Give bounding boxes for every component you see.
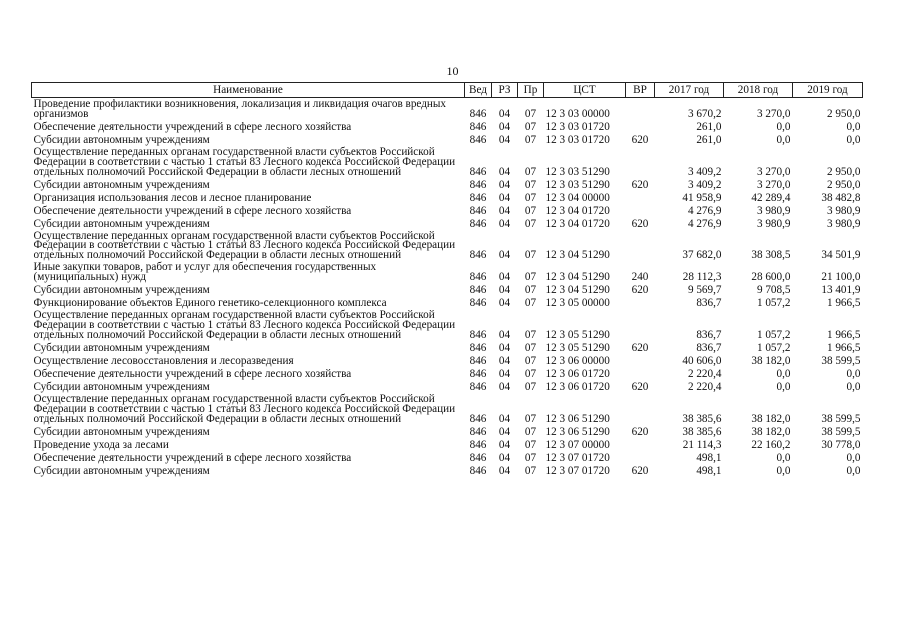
row-name: Субсидии автономным учреждениям: [33, 217, 210, 230]
row-cst: 12 3 05 51290: [545, 341, 610, 354]
row-rz: 04: [498, 249, 511, 262]
row-rz: 04: [498, 107, 511, 120]
table-row: [32, 146, 863, 178]
row-2017: 21 114,3: [682, 438, 722, 451]
row-ved: 846: [469, 367, 487, 380]
row-name: Осуществление переданных органам государственной власти субъектов Российской Федерации в соответствии с частью 1 статьи 83 Лесного кодекса Российской Федерации отдельных полномочий Российской Федерации в области лесных отношений: [33, 309, 456, 341]
row-rz: 04: [498, 464, 511, 477]
table-header: [32, 83, 863, 98]
row-name: Субсидии автономным учреждениям: [33, 425, 210, 438]
row-rz: 04: [498, 367, 511, 380]
row-pr: 07: [524, 367, 537, 380]
row-rz: 04: [498, 191, 511, 204]
row-2018: 22 160,2: [751, 438, 791, 451]
header-2018: 2018 год: [724, 83, 793, 98]
row-name: Осуществление лесовосстановления и лесоразведения: [33, 354, 294, 367]
row-2017: 2 220,4: [687, 380, 722, 393]
row-2019: 21 100,0: [821, 271, 861, 284]
row-ved: 846: [469, 204, 487, 217]
row-ved: 846: [469, 178, 487, 191]
row-2019: 1 966,5: [826, 297, 861, 310]
row-cst: 12 3 07 01720: [545, 464, 610, 477]
row-rz: 04: [498, 271, 511, 284]
row-name: Проведение профилактики возникновения, локализация и ликвидация очагов вредных организмов: [33, 98, 447, 120]
row-pr: 07: [524, 204, 537, 217]
row-2019: 2 950,0: [826, 178, 861, 191]
row-cst: 12 3 07 01720: [545, 451, 610, 464]
table-body: [32, 98, 863, 477]
header-pr: Пр: [518, 83, 544, 98]
row-2019: 0,0: [846, 451, 861, 464]
row-name: Субсидии автономным учреждениям: [33, 341, 210, 354]
row-cst: 12 3 04 51290: [545, 271, 610, 284]
row-2017: 4 276,9: [687, 217, 722, 230]
row-name: Обеспечение деятельности учреждений в сфере лесного хозяйства: [33, 451, 352, 464]
row-2019: 38 599,5: [821, 425, 861, 438]
row-ved: 846: [469, 191, 487, 204]
row-vr: [626, 98, 655, 120]
row-vr: [626, 354, 655, 367]
row-2019: 2 950,0: [826, 165, 861, 178]
row-pr: 07: [524, 380, 537, 393]
row-ved: 846: [469, 284, 487, 297]
row-2017: 9 569,7: [687, 284, 722, 297]
row-vr: [626, 309, 655, 341]
row-2018: 1 057,2: [756, 341, 791, 354]
row-vr: 620: [631, 380, 649, 393]
table-row: [32, 341, 863, 354]
row-2017: 40 606,0: [682, 354, 722, 367]
row-rz: 04: [498, 380, 511, 393]
row-vr: [626, 367, 655, 380]
row-name: Обеспечение деятельности учреждений в сфере лесного хозяйства: [33, 367, 352, 380]
row-ved: 846: [469, 249, 487, 262]
row-vr: 620: [631, 464, 649, 477]
table-row: [32, 98, 863, 120]
page-number: 10: [446, 64, 459, 78]
row-pr: 07: [524, 191, 537, 204]
row-2018: 38 308,5: [751, 249, 791, 262]
row-2017: 498,1: [696, 451, 722, 464]
row-rz: 04: [498, 438, 511, 451]
row-cst: 12 3 03 51290: [545, 178, 610, 191]
row-pr: 07: [524, 107, 537, 120]
row-pr: 07: [524, 271, 537, 284]
table-row: [32, 230, 863, 262]
row-2018: 3 270,0: [756, 178, 791, 191]
row-2019: 34 501,9: [821, 249, 861, 262]
row-pr: 07: [524, 451, 537, 464]
row-ved: 846: [469, 271, 487, 284]
row-cst: 12 3 03 01720: [545, 120, 610, 133]
table-row: [32, 464, 863, 477]
row-2017: 836,7: [696, 328, 722, 341]
row-rz: 04: [498, 451, 511, 464]
table-row: [32, 120, 863, 133]
row-2017: 3 409,2: [687, 165, 722, 178]
row-rz: 04: [498, 178, 511, 191]
row-2017: 3 670,2: [687, 107, 722, 120]
row-2019: 3 980,9: [826, 204, 861, 217]
row-2017: 38 385,6: [682, 425, 722, 438]
row-vr: 620: [631, 284, 649, 297]
row-2018: 3 980,9: [756, 204, 791, 217]
row-2019: 0,0: [846, 464, 861, 477]
row-2018: 1 057,2: [756, 328, 791, 341]
row-ved: 846: [469, 217, 487, 230]
row-name: Осуществление переданных органам государственной власти субъектов Российской Федерации в соответствии с частью 1 статьи 83 Лесного кодекса Российской Федерации отдельных полномочий Российской Федерации в области лесных отношений: [33, 145, 456, 178]
row-name: Осуществление переданных органам государственной власти субъектов Российской Федерации в соответствии с частью 1 статьи 83 Лесного кодекса Российской Федерации отдельных полномочий Российской Федерации в области лесных отношений: [33, 229, 456, 262]
row-2018: 0,0: [776, 451, 791, 464]
row-2019: 0,0: [846, 120, 861, 133]
header-cst: ЦСТ: [544, 83, 626, 98]
row-vr: [626, 120, 655, 133]
row-2017: 4 276,9: [687, 204, 722, 217]
header-name: Наименование: [32, 83, 465, 98]
row-2018: 28 600,0: [751, 271, 791, 284]
row-vr: [626, 296, 655, 309]
row-cst: 12 3 06 51290: [545, 425, 610, 438]
row-2019: 13 401,9: [821, 284, 861, 297]
row-ved: 846: [469, 341, 487, 354]
row-name: Субсидии автономным учреждениям: [33, 133, 210, 146]
budget-table: [31, 82, 863, 477]
row-ved: 846: [469, 354, 487, 367]
table-row: [32, 204, 863, 217]
row-vr: 620: [631, 133, 649, 146]
table-row: [32, 191, 863, 204]
row-2019: 38 599,5: [821, 354, 861, 367]
row-rz: 04: [498, 354, 511, 367]
row-2019: 0,0: [846, 133, 861, 146]
row-vr: [626, 451, 655, 464]
row-rz: 04: [498, 341, 511, 354]
row-2017: 37 682,0: [682, 249, 722, 262]
row-2018: 42 289,4: [751, 191, 791, 204]
row-2018: 1 057,2: [756, 297, 791, 310]
table-row: [32, 133, 863, 146]
row-rz: 04: [498, 133, 511, 146]
table-row: [32, 296, 863, 309]
row-vr: [626, 438, 655, 451]
row-cst: 12 3 06 01720: [545, 367, 610, 380]
row-2019: 1 966,5: [826, 341, 861, 354]
row-name: Обеспечение деятельности учреждений в сфере лесного хозяйства: [33, 204, 352, 217]
row-ved: 846: [469, 107, 487, 120]
row-pr: 07: [524, 178, 537, 191]
row-vr: [626, 393, 655, 425]
row-ved: 846: [469, 133, 487, 146]
row-name: Функционирование объектов Единого генетико-селекционного комплекса: [33, 297, 387, 310]
row-cst: 12 3 06 00000: [545, 354, 610, 367]
row-2018: 0,0: [776, 367, 791, 380]
row-name: Субсидии автономным учреждениям: [33, 284, 210, 297]
row-vr: 620: [631, 217, 649, 230]
row-2019: 1 966,5: [826, 328, 861, 341]
row-ved: 846: [469, 438, 487, 451]
table-row: [32, 283, 863, 296]
table-row: [32, 217, 863, 230]
row-2019: 0,0: [846, 367, 861, 380]
row-2019: 30 778,0: [821, 438, 861, 451]
row-vr: 240: [631, 271, 649, 284]
row-2017: 41 958,9: [682, 191, 722, 204]
row-cst: 12 3 04 01720: [545, 204, 610, 217]
row-cst: 12 3 05 00000: [545, 297, 610, 310]
row-name: Субсидии автономным учреждениям: [33, 178, 210, 191]
row-2017: 261,0: [696, 120, 722, 133]
row-pr: 07: [524, 297, 537, 310]
table-row: [32, 393, 863, 425]
header-vr: ВР: [626, 83, 655, 98]
header-2017: 2017 год: [655, 83, 724, 98]
row-rz: 04: [498, 328, 511, 341]
row-vr: [626, 204, 655, 217]
row-ved: 846: [469, 297, 487, 310]
row-2018: 38 182,0: [751, 412, 791, 425]
row-ved: 846: [469, 328, 487, 341]
row-pr: 07: [524, 217, 537, 230]
row-2019: 38 599,5: [821, 412, 861, 425]
row-ved: 846: [469, 412, 487, 425]
row-vr: 620: [631, 425, 649, 438]
row-cst: 12 3 03 51290: [545, 165, 610, 178]
row-pr: 07: [524, 328, 537, 341]
row-2018: 0,0: [776, 133, 791, 146]
row-2019: 38 482,8: [821, 191, 861, 204]
row-ved: 846: [469, 425, 487, 438]
row-pr: 07: [524, 438, 537, 451]
row-cst: 12 3 06 01720: [545, 380, 610, 393]
row-2017: 28 112,3: [682, 271, 722, 284]
row-ved: 846: [469, 380, 487, 393]
row-2019: 0,0: [846, 380, 861, 393]
row-rz: 04: [498, 120, 511, 133]
table-row: [32, 451, 863, 464]
header-2019: 2019 год: [793, 83, 863, 98]
row-pr: 07: [524, 284, 537, 297]
row-pr: 07: [524, 120, 537, 133]
table-row: [32, 261, 863, 283]
row-2017: 836,7: [696, 341, 722, 354]
header-rz: РЗ: [492, 83, 518, 98]
row-vr: [626, 191, 655, 204]
row-cst: 12 3 04 51290: [545, 249, 610, 262]
row-2018: 0,0: [776, 380, 791, 393]
row-cst: 12 3 07 00000: [545, 438, 610, 451]
row-cst: 12 3 03 01720: [545, 133, 610, 146]
row-pr: 07: [524, 354, 537, 367]
table-row: [32, 309, 863, 341]
row-rz: 04: [498, 284, 511, 297]
row-name: Проведение ухода за лесами: [33, 438, 169, 451]
row-cst: 12 3 06 51290: [545, 412, 610, 425]
row-2017: 2 220,4: [687, 367, 722, 380]
row-rz: 04: [498, 217, 511, 230]
row-rz: 04: [498, 412, 511, 425]
row-name: Субсидии автономным учреждениям: [33, 380, 210, 393]
row-2018: 0,0: [776, 120, 791, 133]
table-row: [32, 367, 863, 380]
row-vr: [626, 146, 655, 178]
row-pr: 07: [524, 249, 537, 262]
row-2018: 0,0: [776, 464, 791, 477]
row-pr: 07: [524, 464, 537, 477]
row-pr: 07: [524, 412, 537, 425]
row-2017: 38 385,6: [682, 412, 722, 425]
row-name: Обеспечение деятельности учреждений в сфере лесного хозяйства: [33, 120, 352, 133]
row-ved: 846: [469, 120, 487, 133]
row-2018: 38 182,0: [751, 425, 791, 438]
row-cst: 12 3 04 51290: [545, 284, 610, 297]
row-pr: 07: [524, 165, 537, 178]
row-2017: 261,0: [696, 133, 722, 146]
row-2017: 498,1: [696, 464, 722, 477]
row-name: Организация использования лесов и лесное планирование: [33, 191, 312, 204]
row-2019: 3 980,9: [826, 217, 861, 230]
row-2018: 9 708,5: [756, 284, 791, 297]
row-rz: 04: [498, 204, 511, 217]
row-2018: 3 270,0: [756, 107, 791, 120]
table-row: [32, 178, 863, 191]
row-2018: 3 980,9: [756, 217, 791, 230]
row-name: Иные закупки товаров, работ и услуг для обеспечения государственных (муниципальных) нужд: [33, 261, 377, 284]
row-pr: 07: [524, 425, 537, 438]
row-2019: 2 950,0: [826, 107, 861, 120]
row-cst: 12 3 04 00000: [545, 191, 610, 204]
row-vr: [626, 230, 655, 262]
row-ved: 846: [469, 464, 487, 477]
table-row: [32, 354, 863, 367]
row-pr: 07: [524, 133, 537, 146]
row-cst: 12 3 04 01720: [545, 217, 610, 230]
row-cst: 12 3 05 51290: [545, 328, 610, 341]
table-row: [32, 425, 863, 438]
row-rz: 04: [498, 165, 511, 178]
row-rz: 04: [498, 425, 511, 438]
table-row: [32, 438, 863, 451]
row-cst: 12 3 03 00000: [545, 107, 610, 120]
row-2017: 836,7: [696, 297, 722, 310]
row-vr: 620: [631, 341, 649, 354]
table-row: [32, 380, 863, 393]
row-vr: 620: [631, 178, 649, 191]
row-name: Осуществление переданных органам государственной власти субъектов Российской Федерации в соответствии с частью 1 статьи 83 Лесного кодекса Российской Федерации отдельных полномочий Российской Федерации в области лесных отношений: [33, 392, 456, 425]
row-pr: 07: [524, 341, 537, 354]
row-ved: 846: [469, 165, 487, 178]
row-2018: 3 270,0: [756, 165, 791, 178]
row-ved: 846: [469, 451, 487, 464]
row-2018: 38 182,0: [751, 354, 791, 367]
row-name: Субсидии автономным учреждениям: [33, 464, 210, 477]
row-2017: 3 409,2: [687, 178, 722, 191]
header-ved: Вед: [465, 83, 492, 98]
row-rz: 04: [498, 297, 511, 310]
